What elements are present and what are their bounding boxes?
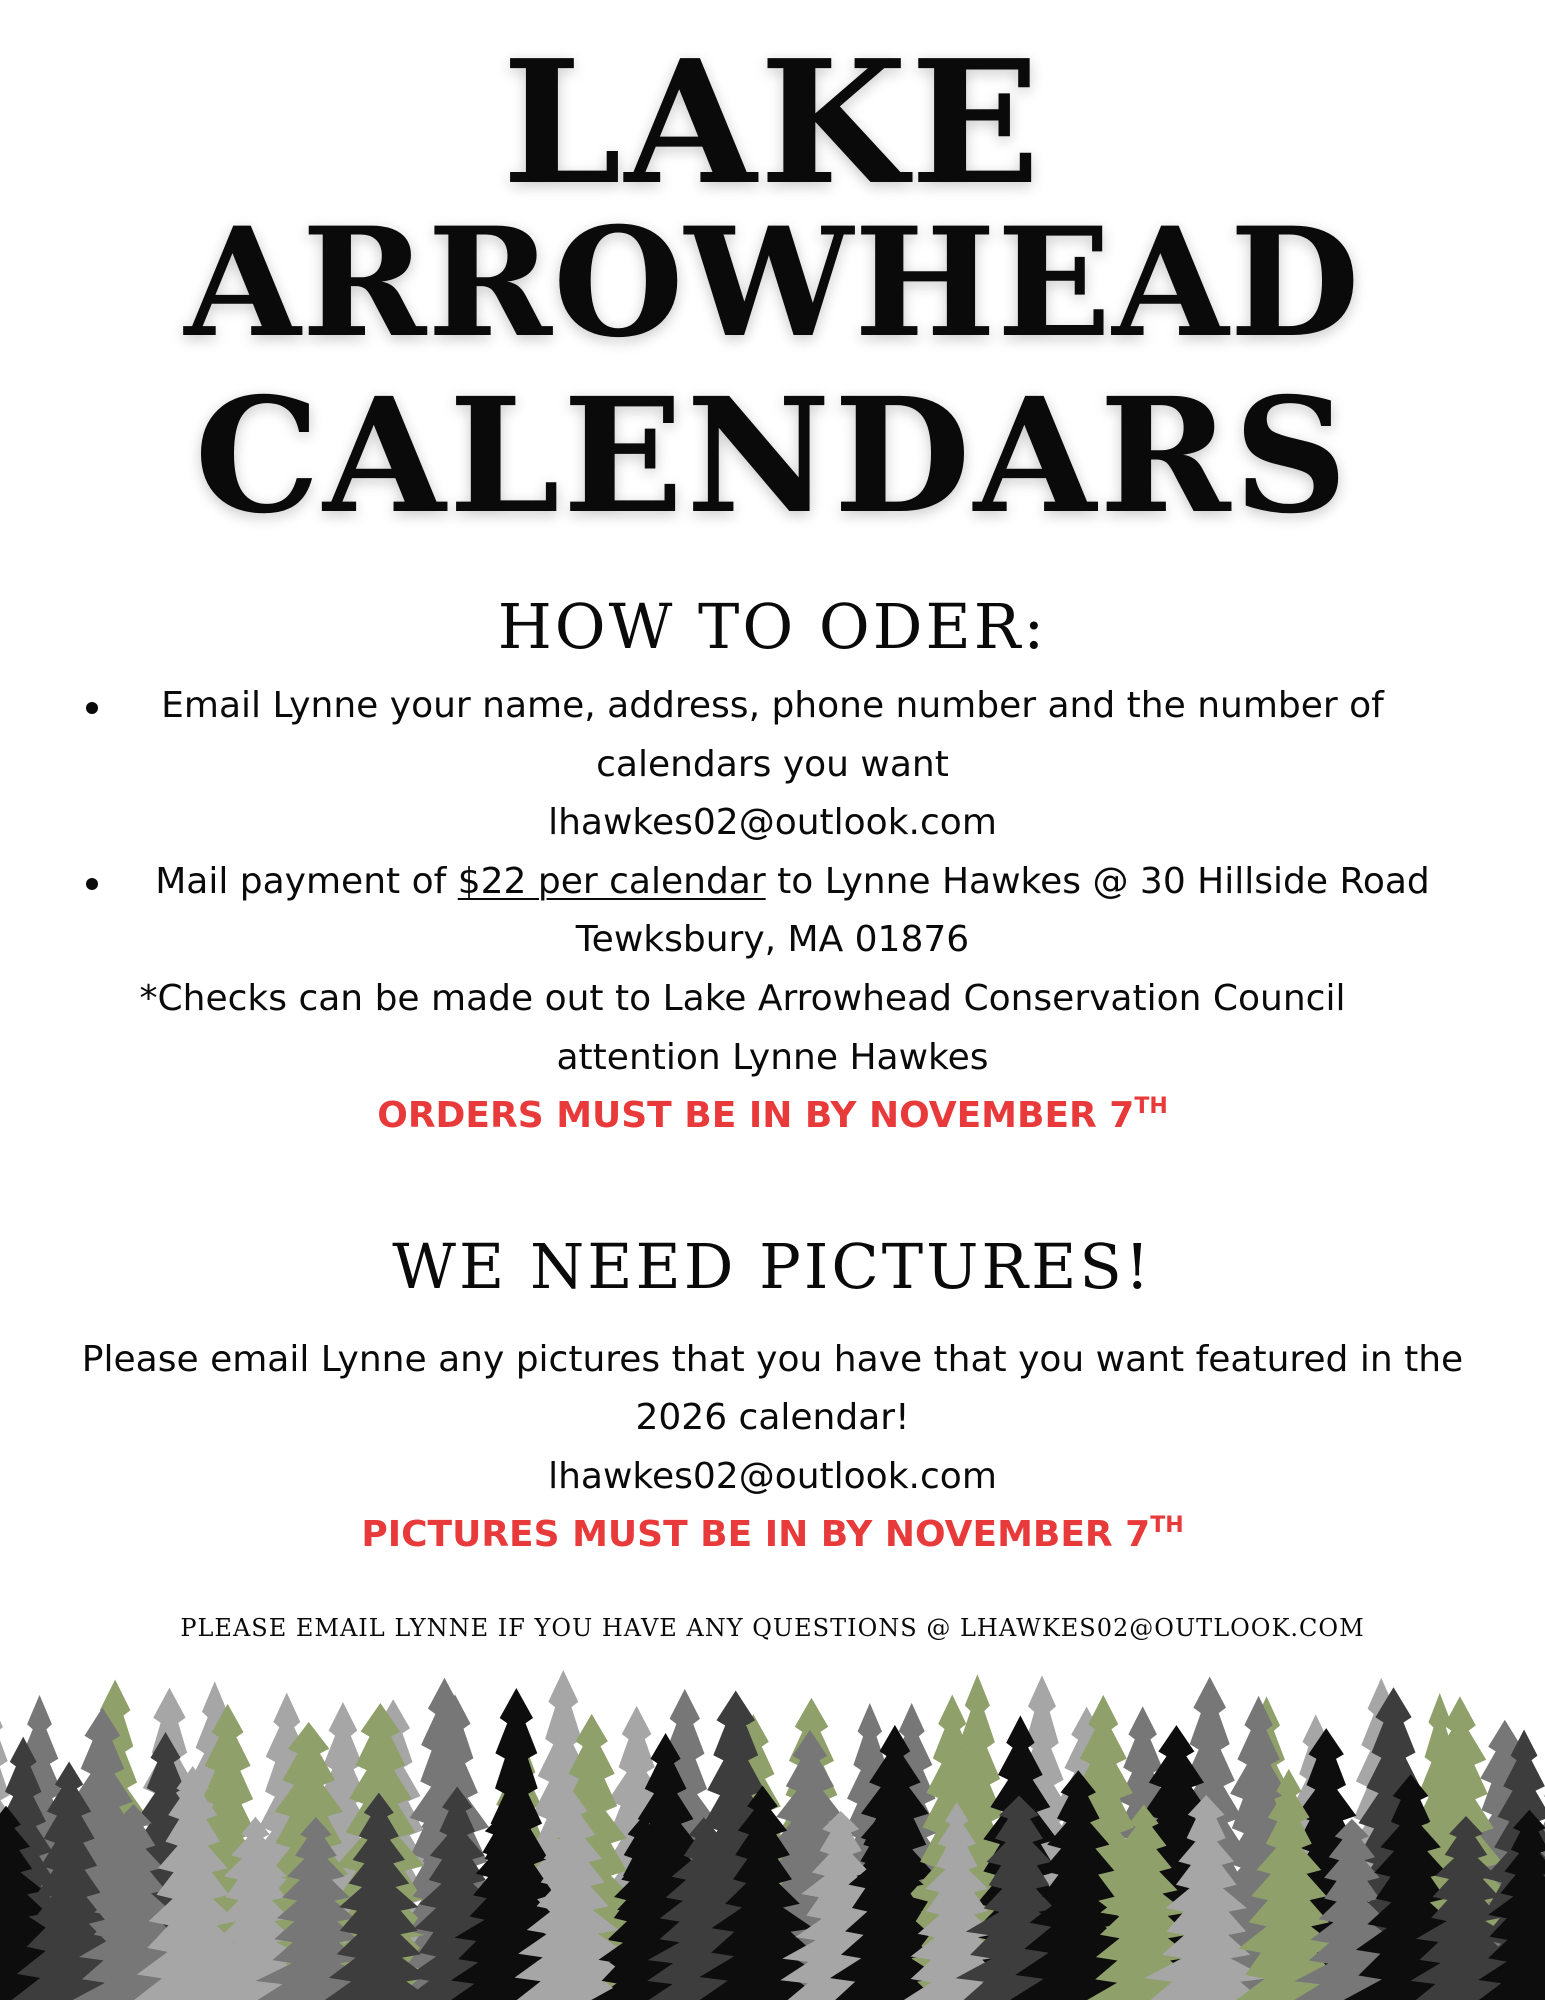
title-line-2: ARROWHEAD xyxy=(184,195,1361,371)
pictures-line-2: 2026 calendar! xyxy=(635,1397,910,1438)
price-per-calendar: $22 per calendar xyxy=(457,861,766,902)
order-deadline-text: ORDERS MUST BE IN BY NOVEMBER 7 xyxy=(377,1095,1135,1136)
forest-illustration xyxy=(0,1660,1545,2000)
checks-note-line-1: *Checks can be made out to Lake Arrowhead Conservation Council xyxy=(139,978,1346,1019)
order-email-link[interactable]: lhawkes02@outlook.com xyxy=(548,802,997,843)
pictures-heading: WE NEED PICTURES! xyxy=(392,1230,1153,1303)
title-line-3: CALENDARS xyxy=(194,364,1351,549)
bullet-marker-2 xyxy=(86,878,98,890)
questions-note: PLEASE EMAIL LYNNE IF YOU HAVE ANY QUESTIONS @ LHAWKES02@OUTLOOK.COM xyxy=(180,1614,1365,1642)
payment-address: to Lynne Hawkes @ 30 Hillside Road xyxy=(765,861,1430,902)
how-to-order-heading: HOW TO ODER: xyxy=(497,590,1048,663)
order-step-2-line-2: Tewksbury, MA 01876 xyxy=(575,919,970,960)
pictures-deadline-text: PICTURES MUST BE IN BY NOVEMBER 7 xyxy=(361,1514,1151,1555)
order-step-2-line-1 xyxy=(100,860,1485,903)
pictures-deadline-suffix: TH xyxy=(1150,1513,1184,1538)
order-step-1-line-2: calendars you want xyxy=(596,744,949,785)
order-deadline xyxy=(0,1094,1545,1137)
pictures-email-link[interactable]: lhawkes02@outlook.com xyxy=(548,1456,997,1497)
payment-prefix: Mail payment of xyxy=(155,861,458,902)
order-deadline-suffix: TH xyxy=(1134,1094,1168,1119)
pictures-line-1: Please email Lynne any pictures that you have that you want featured in the xyxy=(81,1339,1464,1380)
order-step-1-line-1: Email Lynne your name, address, phone number and the number of xyxy=(161,685,1384,726)
checks-note-line-2: attention Lynne Hawkes xyxy=(556,1037,989,1078)
title-line-1: LAKE xyxy=(502,23,1043,223)
bullet-marker-1 xyxy=(86,702,98,714)
pictures-deadline xyxy=(0,1513,1545,1556)
